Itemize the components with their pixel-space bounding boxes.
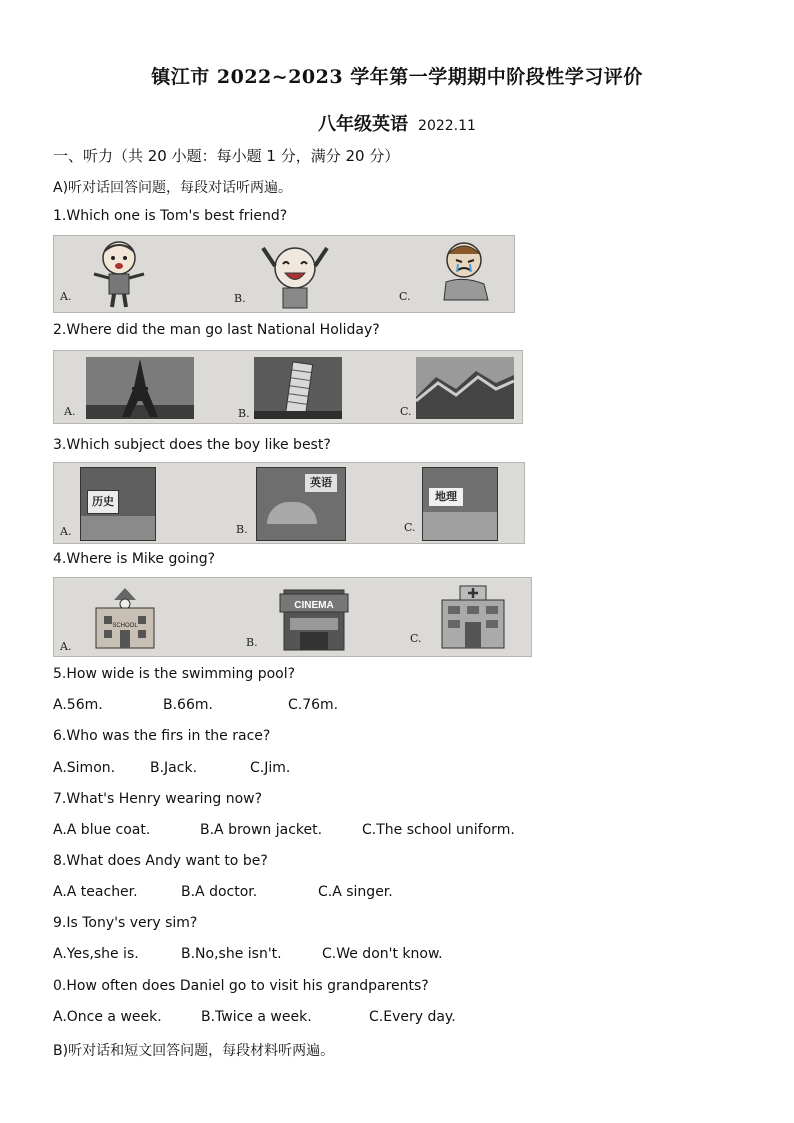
exam-subtitle (0, 110, 794, 136)
question-1: 1.Which one is Tom's best friend? (53, 208, 288, 224)
option-b-label: B. (234, 292, 246, 305)
option-b-label: B. (246, 636, 258, 649)
option-c-label: C. (410, 632, 422, 645)
option-b[interactable]: B.66m. (163, 697, 213, 713)
option-b[interactable]: B.A brown jacket. (200, 822, 323, 838)
option-a[interactable]: A.Yes,she is. (53, 946, 139, 962)
boy-crying-icon (434, 238, 500, 304)
school-icon (90, 586, 160, 652)
option-b[interactable]: B.No,she isn't. (181, 946, 282, 962)
option-c[interactable]: C.The school uniform. (362, 822, 515, 838)
english-book-icon (256, 467, 346, 541)
question-6: 6.Who was the firs in the race? (53, 728, 271, 744)
leaning-tower-icon (254, 357, 342, 419)
option-c[interactable]: C.Every day. (369, 1009, 456, 1025)
option-b[interactable]: B.Jack. (150, 760, 198, 776)
great-wall-icon (416, 357, 514, 419)
cinema-icon (274, 584, 354, 652)
option-a[interactable]: A.56m. (53, 697, 103, 713)
option-c[interactable]: C.76m. (288, 697, 339, 713)
question-4: 4.Where is Mike going? (53, 551, 216, 567)
exam-title: 镇江市 2022~2023 学年第一学期期中阶段性学习评价 (151, 66, 643, 88)
part-b-instruction: B)听对话和短文回答问题，每段材料听两遍。 (53, 1043, 335, 1059)
option-b[interactable]: B.Twice a week. (201, 1009, 312, 1025)
option-c[interactable]: C.We don't know. (322, 946, 443, 962)
option-a[interactable]: A.Simon. (53, 760, 116, 776)
option-c[interactable]: C.Jim. (250, 760, 291, 776)
option-a[interactable]: A.A teacher. (53, 884, 138, 900)
option-a-label: A. (60, 525, 72, 538)
boy-standing-icon (88, 238, 150, 308)
question-1-pictures (53, 235, 515, 313)
option-c-label: C. (399, 290, 411, 303)
question-3: 3.Which subject does the boy like best? (53, 437, 331, 453)
option-b-label: B. (238, 407, 250, 420)
question-5: 5.How wide is the swimming pool? (53, 666, 296, 682)
option-a-label: A. (60, 290, 72, 303)
book-title: 英语 (305, 474, 337, 492)
book-title: 地理 (429, 488, 463, 506)
option-c-label: C. (400, 405, 412, 418)
hospital-icon (436, 582, 510, 652)
option-a-label: A. (64, 405, 76, 418)
option-c-label: C. (404, 521, 416, 534)
geography-book-icon (422, 467, 498, 541)
grade-subject: 八年级英语 (318, 114, 409, 135)
eiffel-tower-icon (86, 357, 194, 419)
question-7: 7.What's Henry wearing now? (53, 791, 263, 807)
cinema-sign: CINEMA (294, 600, 334, 611)
history-book-icon (80, 467, 156, 541)
option-b[interactable]: B.A doctor. (181, 884, 258, 900)
option-a[interactable]: A.Once a week. (53, 1009, 162, 1025)
school-sign: SCHOOL (112, 623, 138, 629)
part-a-instruction: A)听对话回答问题，每段对话听两遍。 (53, 180, 293, 196)
question-3-pictures (53, 462, 525, 544)
section-heading: 一、听力（共 20 小题：每小题 1 分，满分 20 分） (53, 147, 400, 165)
book-title: 历史 (87, 490, 119, 514)
question-2-pictures (53, 350, 523, 424)
option-a[interactable]: A.A blue coat. (53, 822, 151, 838)
option-c[interactable]: C.A singer. (318, 884, 393, 900)
question-10: 0.How often does Daniel go to visit his grandparents? (53, 978, 429, 994)
boy-laughing-icon (259, 240, 331, 310)
question-9: 9.Is Tony's very sim? (53, 915, 198, 931)
question-4-pictures (53, 577, 532, 657)
option-b-label: B. (236, 523, 248, 536)
question-2: 2.Where did the man go last National Holiday? (53, 322, 380, 338)
option-a-label: A. (60, 640, 72, 653)
question-8: 8.What does Andy want to be? (53, 853, 268, 869)
exam-date: 2022.11 (418, 118, 476, 134)
